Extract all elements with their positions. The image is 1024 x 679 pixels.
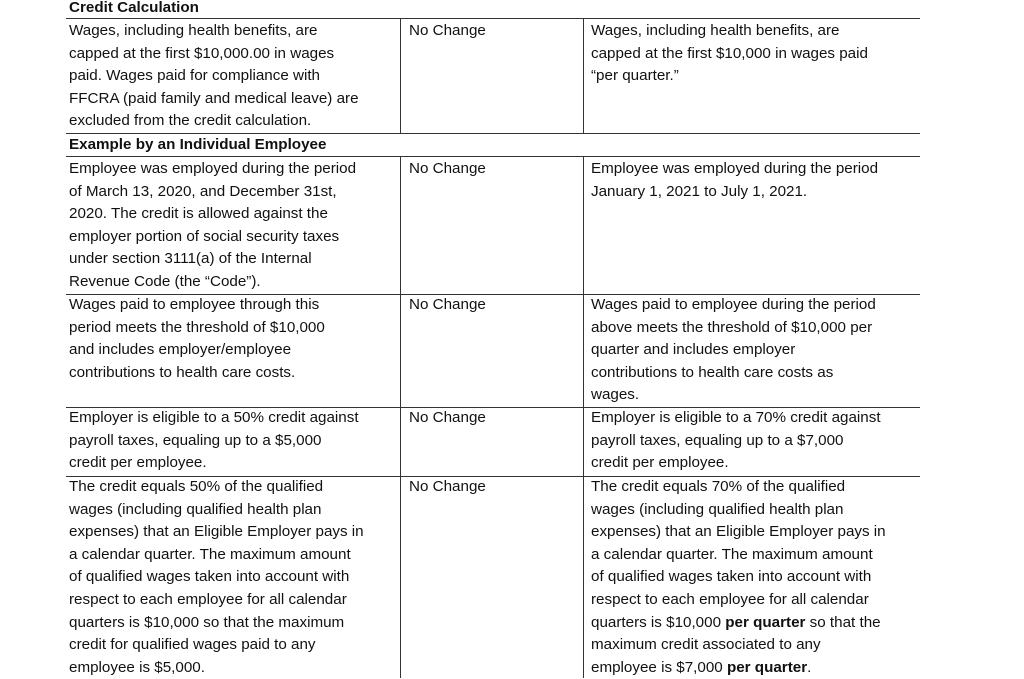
table-cell-new: Employer is eligible to a 70% credit against payroll taxes, equaling up to a $7,000 credit per employee. xyxy=(591,409,881,472)
table-cell-original: Wages paid to employee through this period meets the threshold of $10,000 and includes employer/employee contributions to health care costs. xyxy=(69,296,325,381)
column-divider xyxy=(583,18,584,133)
emphasis-per-quarter: per quarter xyxy=(726,658,808,676)
table-cell-change: No Change xyxy=(409,22,486,39)
table-cell-change: No Change xyxy=(409,478,486,495)
cell-text: . xyxy=(807,658,812,676)
column-divider xyxy=(400,18,401,133)
table-cell-new: Wages, including health benefits, are capped at the first $10,000 in wages paid “per quarter.” xyxy=(591,22,868,85)
table-cell-original: Employee was employed during the period of March 13, 2020, and December 31st, 2020. The credit is allowed against the employer portion of social security taxes under section 3111(a) of the Internal Revenue Code (the “Code”). xyxy=(69,160,357,290)
table-rule xyxy=(66,156,920,157)
emphasis-per-quarter: per quarter xyxy=(725,613,806,631)
section-title-credit-calculation: Credit Calculation xyxy=(69,0,199,16)
table-cell-new: Wages paid to employee during the period above meets the threshold of $10,000 per quarter and includes employer contributions to health care costs as wages. xyxy=(591,296,876,404)
section-title-example-employee: Example by an Individual Employee xyxy=(69,136,327,153)
table-cell-change: No Change xyxy=(409,296,486,313)
cell-text: so that the maximum credit associated to any employee is $7,000 xyxy=(591,613,881,676)
table-cell-original: The credit equals 50% of the qualified wages (including qualified health plan expenses) that an Eligible Employer pays in a calendar quarter. The maximum amount of qualified wages taken into account with respect to each employee for all calendar quarters is $10,000 so that the maximum credit for qualified wages paid to any employee is $5,000. xyxy=(69,478,364,676)
cell-text: The credit equals 70% of the qualified wages (including qualified health plan expenses) that an Eligible Employer pays in a calendar quarter. The maximum amount of qualified wages taken into account with respect to each employee for all calendar quarters is $10,000 xyxy=(591,478,886,631)
table-rule xyxy=(66,18,920,19)
table-rule xyxy=(66,133,920,134)
column-divider xyxy=(583,156,584,678)
table-cell-new xyxy=(591,476,921,679)
table-cell-new: Employee was employed during the period January 1, 2021 to July 1, 2021. xyxy=(591,160,879,200)
table-cell-original: Employer is eligible to a 50% credit against payroll taxes, equaling up to a $5,000 credit per employee. xyxy=(69,409,359,472)
table-cell-change: No Change xyxy=(409,160,486,177)
column-divider xyxy=(400,156,401,678)
table-cell-change: No Change xyxy=(409,409,486,426)
table-cell-original: Wages, including health benefits, are capped at the first $10,000.00 in wages paid. Wages paid for compliance with FFCRA (paid family and medical leave) are excluded from the credit calculation. xyxy=(69,22,359,130)
